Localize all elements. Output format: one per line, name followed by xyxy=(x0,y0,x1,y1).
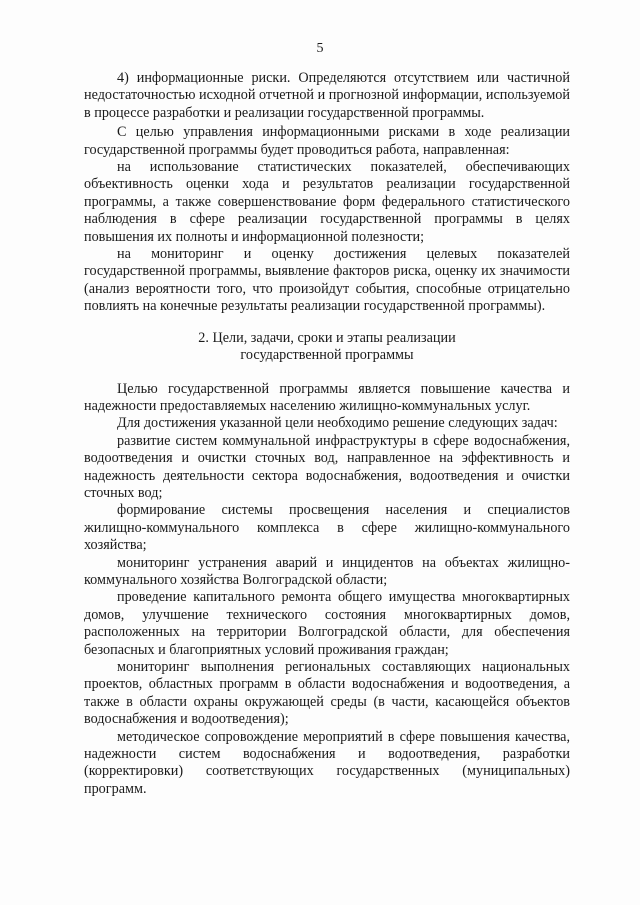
paragraph-task-capital-repair: проведение капитального ремонта общего имущества многоквартирных домов, улучшение технического состояния многоквартирных домов, расположенных на территории Волгоградской области, для обеспечения безопасных и благоприятных условий проживания граждан; xyxy=(84,589,570,658)
page-number: 5 xyxy=(316,41,324,56)
section-heading-line-1: 2. Цели, задачи, сроки и этапы реализации xyxy=(198,329,456,346)
paragraph-task-education: формирование системы просвещения населения и специалистов жилищно-коммунального комплекса в сфере жилищно-коммунального хозяйства; xyxy=(84,502,570,554)
paragraph-risk-management-intro: С целью управления информационными рисками в ходе реализации государственной программы будет проводиться работа, направленная: xyxy=(84,124,570,158)
paragraph-program-goal: Целью государственной программы является повышение качества и надежности предоставляемых населению жилищно-коммунальных услуг. xyxy=(84,380,570,414)
paragraph-task-accident-monitoring: мониторинг устранения аварий и инцидентов на объектах жилищно-коммунального хозяйства Волгоградской области; xyxy=(84,554,570,588)
section-heading-line-2: государственной программы xyxy=(240,347,414,364)
paragraph-task-infrastructure: развитие систем коммунальной инфраструктуры в сфере водоснабжения, водоотведения и очистки сточных вод, направленное на эффективность и надежность деятельности сектора водоснабжения, водоотведения и очистки сточных вод; xyxy=(84,432,570,501)
paragraph-tasks-intro: Для достижения указанной цели необходимо решение следующих задач: xyxy=(117,415,558,432)
section-heading xyxy=(84,330,570,365)
paragraph-task-national-projects: мониторинг выполнения региональных составляющих национальных проектов, областных программ в области водоснабжения и водоотведения, а также в области охраны окружающей среды (в части, касающейся объектов водоснабжения и водоотведения); xyxy=(84,659,570,728)
paragraph-monitoring-indicators: на мониторинг и оценку достижения целевых показателей государственной программы, выявление факторов риска, оценку их значимости (анализ вероятности того, что произойдут события, способные отрицательно повлиять на конечные результаты реализации государственной программы). xyxy=(84,246,570,315)
paragraph-statistics-use: на использование статистических показателей, обеспечивающих объективность оценки хода и результатов реализации государственной программы, а также совершенствование форм федерального статистического наблюдения в сфере реализации государственной программы в целях повышения их полноты и информационной полезности; xyxy=(84,159,570,245)
paragraph-information-risks: 4) информационные риски. Определяются отсутствием или частичной недостаточностью исходной отчетной и прогнозной информации, используемой в процессе разработки и реализации государственной программы. xyxy=(84,70,570,121)
document-body xyxy=(84,70,570,798)
paragraph-task-methodical-support: методическое сопровождение мероприятий в сфере повышения качества, надежности систем водоснабжения и водоотведения, разработки (корректировки) соответствующих государственных (муниципальных) программ. xyxy=(84,728,570,797)
